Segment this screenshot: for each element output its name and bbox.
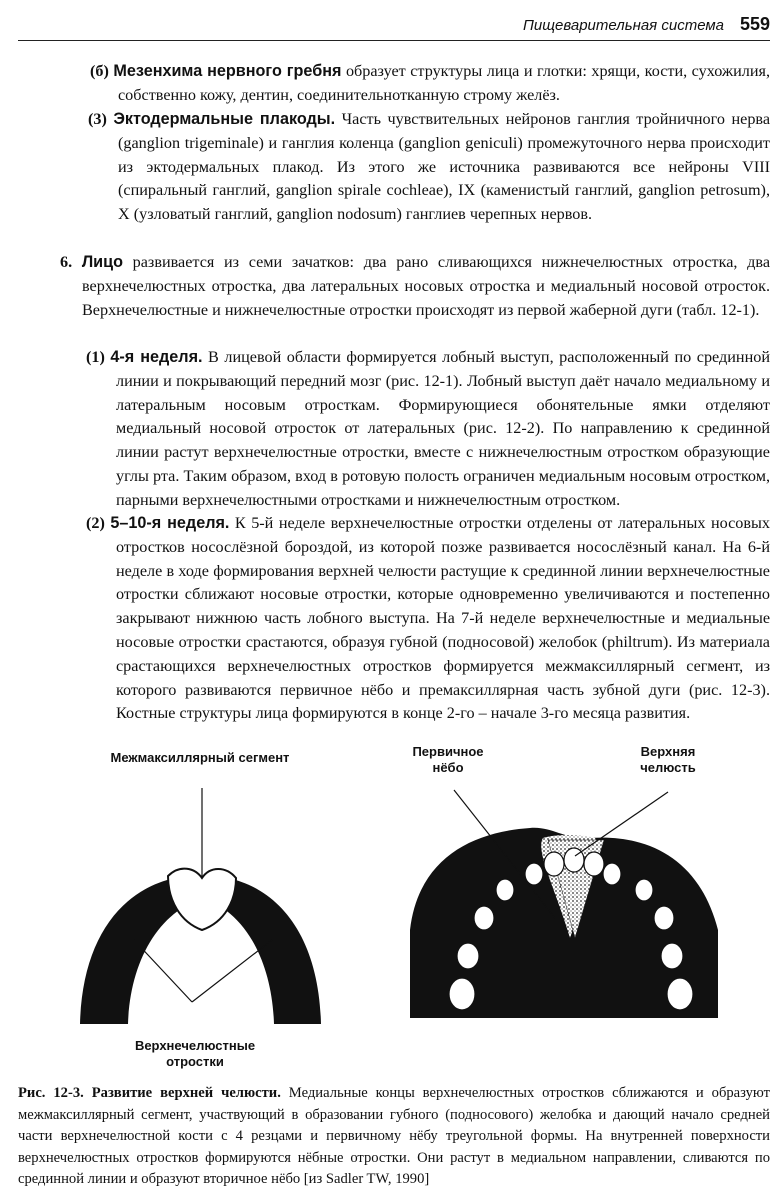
label-intermaxillary-segment: Межмаксиллярный сегмент xyxy=(110,750,290,765)
label-upper-jaw: Верхняя челюсть xyxy=(640,744,696,775)
item-text: В лицевой области формируется лобный выступ, расположенный по срединной линии и покрывающий передний мозг (рис. 12-1). Лобный выступ даёт начало медиальному и латеральным носовым отросткам. Формирующиеся обонятельные ямки отделяют медиальный носовой отросток от латеральных (рис. 12-2). По направлению к срединной линии растут верхнечелюстные отростки, вместе с нижнечелюстным отростком образующие углы рта. Таким образом, вход в ротовую полость ограничен медиальным носовым отростком, парными верхнечелюстными отростками и нижнечелюстным отростком. xyxy=(116,348,771,509)
figure-12-3 xyxy=(0,740,783,1080)
caption-title: Развитие верхней челюсти. xyxy=(91,1085,281,1101)
item-heading: 5–10-я неделя. xyxy=(110,514,230,532)
paragraph-week-4 xyxy=(86,346,771,513)
item-label: (3) xyxy=(88,110,107,128)
item-heading: 4-я неделя. xyxy=(110,348,203,366)
paragraph-ectodermal-placodes xyxy=(88,108,771,227)
running-title: Пищеварительная система xyxy=(523,17,724,34)
caption-text: Медиальные концы верхнечелюстных отростков сближаются и образуют межмаксиллярный сегмент, участвующий в образовании губного (подносового) желобка и дающий начало средней части верхнечелюстной кости с 4 резцами и первичному нёбу треугольной формы. На внутренней поверхности верхнечелюстных отростков формируются нёбные отростки. Они растут в медиальном направлении, сливаются по срединной линии и образуют вторичное нёбо [из Sadler TW, 1990] xyxy=(18,1085,770,1187)
item-heading: Мезенхима нервного гребня xyxy=(113,62,342,80)
figure-illustration xyxy=(0,740,783,1080)
label-maxillary-processes: Верхнечелюстные отростки xyxy=(134,1038,256,1069)
item-label: (1) xyxy=(86,348,105,366)
paragraph-face xyxy=(60,251,770,322)
page-number: 559 xyxy=(739,14,770,34)
item-label: (2) xyxy=(86,514,105,532)
paragraph-neural-crest xyxy=(90,60,770,108)
caption-number: Рис. 12-3. xyxy=(18,1085,84,1101)
item-label: 6. xyxy=(60,253,73,271)
paragraph-week-5-10 xyxy=(86,512,770,726)
item-text: образует структуры лица и глотки: хрящи, кости, сухожилия, собственно кожу, дентин, соединительнотканную строму желёз. xyxy=(118,62,770,104)
figure-caption xyxy=(18,1083,770,1191)
item-label: (б) xyxy=(90,62,109,80)
label-primary-palate: Первичное нёбо xyxy=(412,744,484,775)
item-text: Часть чувствительных нейронов ганглия тройничного нерва (ganglion trigeminale) и ганглия коленца (ganglion geniculi) промежуточного нерва происходит из эктодермальных плакод. Из этого же источника развиваются все нейроны VIII (спиральный ганглий, ganglion spirale cochleae), IX (каменистый ганглий, ganglion petrosum), X (узловатый ганглий, ganglion nodosum) ганглиев черепных нервов. xyxy=(118,110,771,224)
page-header xyxy=(18,14,770,41)
item-text: К 5-й неделе верхнечелюстные отростки отделены от латеральных носовых отростков носослёзной бороздой, из которой позже развивается носослёзный канал. На 6-й неделе в ходе формирования верхней челюсти растущие к срединной линии верхнечелюстные отростки сближают носовые отростки, которые одновременно увеличиваются и постепенно закрывают нижнюю часть лобного выступа. На 7-й неделе верхнечелюстные и медиальные носовые отростки срастаются, образуя губной (подносовой) желобок (philtrum). Из материала срастающихся верхнечелюстных отростков формируется межмаксиллярный сегмент, из которого развиваются первичное нёбо и премаксиллярная часть зубной дуги (рис. 12-3). Костные структуры лица формируются в конце 2-го – начале 3-го месяца развития. xyxy=(116,514,770,723)
left-jaw-diagram xyxy=(80,788,321,1024)
right-jaw-diagram xyxy=(410,790,718,1018)
item-heading: Лицо xyxy=(81,253,123,271)
item-heading: Эктодермальные плакоды. xyxy=(113,110,336,128)
item-text: развивается из семи зачатков: два рано сливающихся нижнечелюстных отростка, два верхнечелюстных отростка, два латеральных носовых отростка и медиальный носовой отросток. Верхнечелюстные и нижнечелюстные отростки происходят из первой жаберной дуги (табл. 12-1). xyxy=(82,253,770,319)
